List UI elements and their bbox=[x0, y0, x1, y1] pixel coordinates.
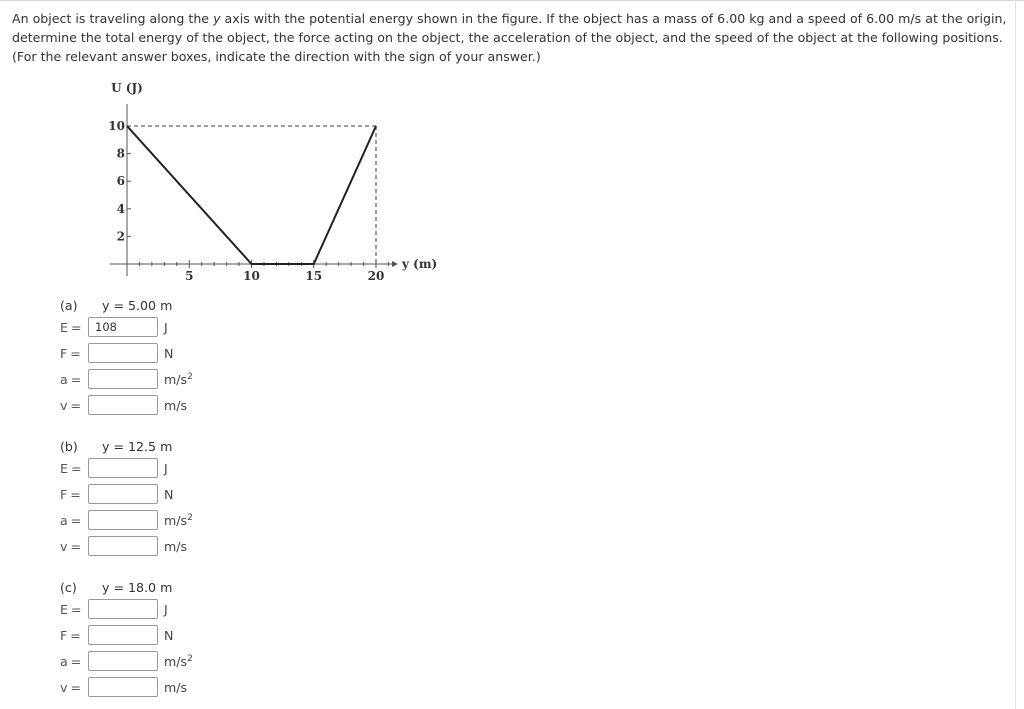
force-label: F = bbox=[60, 345, 81, 361]
y-tick-label: 2 bbox=[116, 229, 125, 244]
speed-unit: m/s bbox=[164, 538, 188, 554]
part-a-position: y = 5.00 m bbox=[102, 298, 173, 313]
part-b-label: (b) bbox=[60, 439, 78, 454]
problem-text-start: An object is traveling along the bbox=[12, 11, 214, 26]
x-tick-label: 15 bbox=[305, 269, 323, 283]
energy-unit: J bbox=[164, 460, 168, 476]
part-a-speed-input[interactable] bbox=[88, 395, 158, 415]
energy-label: E = bbox=[60, 601, 82, 617]
x-tick-label: 5 bbox=[185, 269, 194, 283]
speed-label: v = bbox=[60, 538, 82, 554]
acceleration-unit: $m/s^2$ bbox=[164, 371, 193, 387]
part-b-acceleration-row bbox=[60, 509, 193, 531]
speed-unit: m/s bbox=[164, 397, 188, 413]
part-c-position: y = 18.0 m bbox=[102, 580, 173, 595]
part-c-acceleration-row bbox=[60, 650, 193, 672]
acceleration-label: a = bbox=[60, 512, 82, 528]
acceleration-unit: $m/s^2$ bbox=[164, 653, 193, 669]
x-axis-arrow-icon bbox=[392, 261, 398, 267]
part-a-acceleration-row bbox=[60, 368, 193, 390]
part-a-label: (a) bbox=[60, 298, 78, 313]
y-tick-label: 10 bbox=[108, 119, 125, 133]
speed-label: v = bbox=[60, 679, 82, 695]
x-axis-label: y (m) bbox=[402, 257, 438, 271]
part-c-energy-row bbox=[60, 598, 168, 620]
speed-label: v = bbox=[60, 397, 82, 413]
part-c-force-input[interactable] bbox=[88, 625, 158, 645]
part-c-header bbox=[60, 580, 172, 595]
force-unit: N bbox=[164, 486, 174, 502]
problem-text-end: axis with the potential energy shown in the figure. If the object has a mass of 6.00 kg and a speed of 6.00 m/s at the origin, determine the total energy of the object, the force acting on the object, the acceleration of the object, and the speed of the object at the following positions. (For the relevant answer boxes, indicate the direction with the sign of your answer.) bbox=[12, 11, 1007, 64]
y-tick-label: 8 bbox=[116, 146, 125, 161]
part-c-force-row bbox=[60, 624, 173, 646]
energy-label: E = bbox=[60, 460, 82, 476]
part-a-force-input[interactable] bbox=[88, 343, 158, 363]
acceleration-label: a = bbox=[60, 653, 82, 669]
force-label: F = bbox=[60, 486, 81, 502]
part-a-speed-row bbox=[60, 394, 187, 416]
force-unit: N bbox=[164, 345, 174, 361]
force-label: F = bbox=[60, 627, 81, 643]
x-tick-label: 20 bbox=[367, 269, 385, 283]
part-b-energy-row bbox=[60, 457, 168, 479]
part-c-label: (c) bbox=[60, 580, 77, 595]
x-tick-label: 10 bbox=[243, 269, 260, 283]
part-b-energy-input[interactable] bbox=[88, 458, 158, 478]
energy-label: E = bbox=[60, 319, 82, 335]
part-b-speed-input[interactable] bbox=[88, 536, 158, 556]
part-a-acceleration-input[interactable] bbox=[88, 369, 158, 389]
force-unit: N bbox=[164, 627, 174, 643]
part-a-header bbox=[60, 298, 172, 313]
y-axis-label: U (J) bbox=[111, 81, 143, 95]
part-c-acceleration-input[interactable] bbox=[88, 651, 158, 671]
problem-axis-variable: y bbox=[213, 11, 221, 26]
part-c-speed-input[interactable] bbox=[88, 677, 158, 697]
speed-unit: m/s bbox=[164, 679, 188, 695]
potential-energy-chart bbox=[0, 0, 1024, 300]
part-b-force-input[interactable] bbox=[88, 484, 158, 504]
part-b-force-row bbox=[60, 483, 173, 505]
part-c-energy-input[interactable] bbox=[88, 599, 158, 619]
part-c-speed-row bbox=[60, 676, 187, 698]
energy-unit: J bbox=[164, 601, 168, 617]
part-a-energy-row bbox=[60, 316, 168, 338]
part-a-force-row bbox=[60, 342, 173, 364]
part-a-energy-input[interactable] bbox=[88, 317, 158, 337]
energy-unit: J bbox=[164, 319, 168, 335]
acceleration-label: a = bbox=[60, 371, 82, 387]
y-tick-label: 6 bbox=[116, 174, 125, 189]
part-b-speed-row bbox=[60, 535, 187, 557]
acceleration-unit: $m/s^2$ bbox=[164, 512, 193, 528]
part-b-acceleration-input[interactable] bbox=[88, 510, 158, 530]
y-tick-label: 4 bbox=[116, 201, 125, 216]
part-b-position: y = 12.5 m bbox=[102, 439, 173, 454]
part-b-header bbox=[60, 439, 172, 454]
potential-energy-series-line bbox=[127, 126, 376, 264]
